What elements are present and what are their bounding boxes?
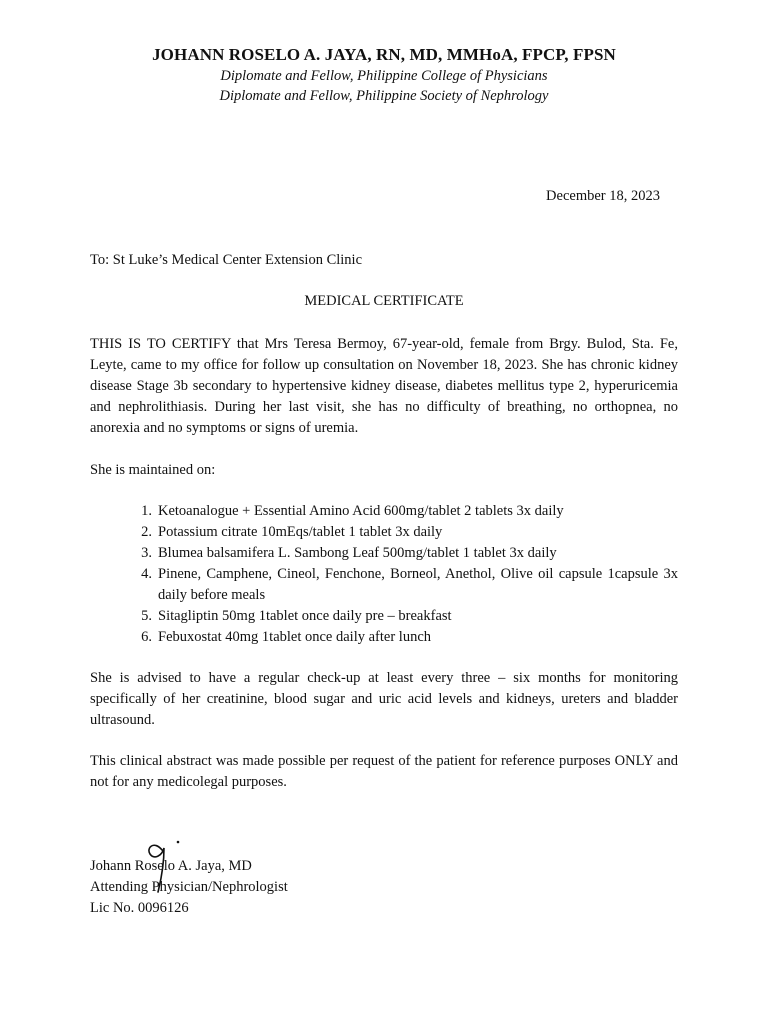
medication-item	[130, 543, 678, 564]
medication-text: Blumea balsamifera L. Sambong Leaf 500mg/tablet 1 tablet 3x daily	[158, 545, 557, 561]
medication-list	[130, 501, 678, 648]
credential-line-2: Diplomate and Fellow, Philippine Society of Nephrology	[219, 88, 549, 104]
letter-date: December 18, 2023	[546, 188, 660, 204]
medication-item	[130, 501, 678, 522]
medication-number: 2.	[141, 524, 152, 540]
medication-number: 1.	[141, 503, 152, 519]
license-number: Lic No. 0096126	[90, 900, 189, 916]
medication-number: 4.	[141, 566, 152, 582]
advice-paragraph: She is advised to have a regular check-up at least every three – six months for monitoring specifically of her creatinine, blood sugar and uric acid levels and kidneys, ureters and bladder ultrasound.	[90, 670, 678, 728]
medication-text: Potassium citrate 10mEqs/tablet 1 tablet 3x daily	[158, 524, 443, 540]
medication-text: Ketoanalogue + Essential Amino Acid 600mg/tablet 2 tablets 3x daily	[158, 503, 564, 519]
medication-number: 3.	[141, 545, 152, 561]
certification-paragraph: THIS IS TO CERTIFY that Mrs Teresa Bermoy, 67-year-old, female from Brgy. Bulod, Sta. Fe, Leyte, came to my office for follow up consultation on November 18, 2023. She has chronic kidney disease Stage 3b secondary to hypertensive kidney disease, diabetes mellitus type 2, hyperuricemia and nephrolithiasis. During her last visit, she has no difficulty of breathing, no orthopnea, no anorexia and no symptoms or signs of uremia.	[90, 336, 678, 436]
medication-number: 5.	[141, 608, 152, 624]
medication-item	[130, 564, 678, 606]
medication-text: Pinene, Camphene, Cineol, Fenchone, Borneol, Anethol, Olive oil capsule 1capsule 3x daily before meals	[158, 566, 678, 603]
medication-number: 6.	[141, 629, 152, 645]
physician-name-header: JOHANN ROSELO A. JAYA, RN, MD, MMHoA, FPCP, FPSN	[152, 45, 616, 64]
letterhead	[0, 44, 768, 106]
medication-item	[130, 606, 678, 627]
recipient-line: To: St Luke’s Medical Center Extension Clinic	[90, 252, 363, 268]
maintenance-intro: She is maintained on:	[90, 462, 216, 478]
medication-item	[130, 627, 678, 648]
medication-item	[130, 522, 678, 543]
disclaimer-paragraph: This clinical abstract was made possible per request of the patient for reference purposes ONLY and not for any medicolegal purposes.	[90, 753, 678, 790]
signatory-name: Johann Roselo A. Jaya, MD	[90, 858, 252, 874]
certificate-title: MEDICAL CERTIFICATE	[304, 293, 464, 309]
medication-text: Febuxostat 40mg 1tablet once daily after lunch	[158, 629, 432, 645]
medication-text: Sitagliptin 50mg 1tablet once daily pre – breakfast	[158, 608, 452, 624]
signatory-position: Attending Physician/Nephrologist	[90, 879, 288, 895]
signature-block	[90, 856, 288, 919]
credential-line-1: Diplomate and Fellow, Philippine College of Physicians	[220, 68, 548, 84]
